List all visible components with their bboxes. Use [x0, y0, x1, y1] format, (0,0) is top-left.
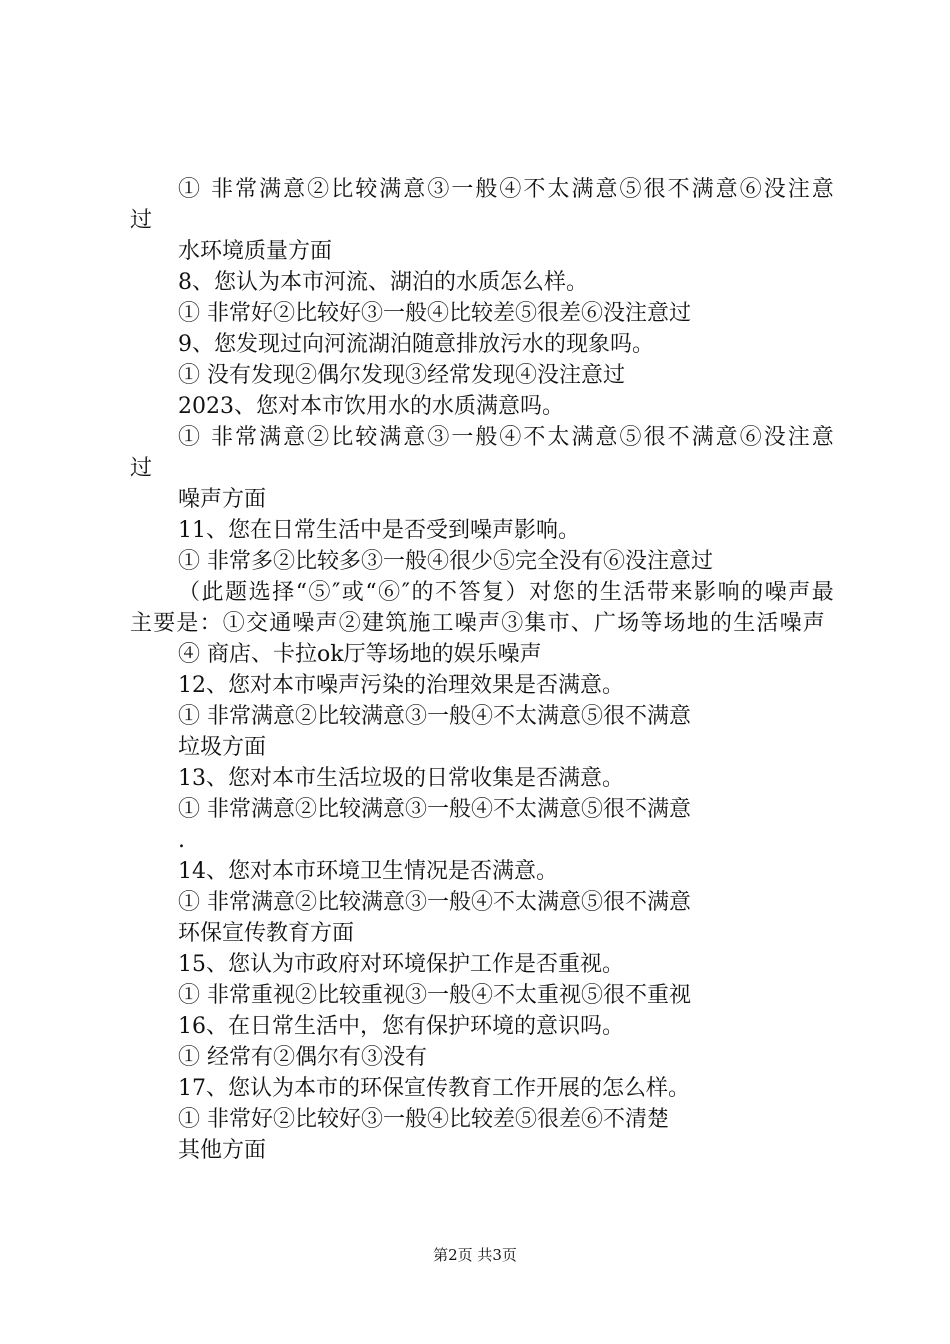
section-heading: 垃圾方面: [178, 735, 267, 760]
question-paragraph: （此题选择“⑤″或“⑥″的不答复）对您的生活带来影响的噪声最主要是：①交通噪声②建筑施工噪声③集市、广场等场地的生活噪声: [130, 580, 835, 636]
section-heading: 环保宣传教育方面: [178, 921, 355, 946]
question-line: 17、您认为本市的环保宣传教育工作开展的怎么样。: [178, 1076, 690, 1101]
question-line: 9、您发现过向河流湖泊随意排放污水的现象吗。: [178, 332, 654, 357]
question-line: 11、您在日常生活中是否受到噪声影响。: [178, 518, 580, 543]
answer-options-line: ① 非常满意②比较满意③一般④不太满意⑤很不满意⑥没注意过: [130, 425, 835, 481]
question-line: 16、在日常生活中，您有保护环境的意识吗。: [178, 1014, 624, 1039]
answer-options-line: ① 非常重视②比较重视③一般④不太重视⑤很不重视: [178, 983, 691, 1008]
answer-options-line: ① 非常好②比较好③一般④比较差⑤很差⑥没注意过: [178, 301, 691, 326]
question-line: 14、您对本市环境卫生情况是否满意。: [178, 859, 558, 884]
answer-options-line: ① 非常好②比较好③一般④比较差⑤很差⑥不清楚: [178, 1107, 669, 1132]
answer-options-line: ① 非常满意②比较满意③一般④不太满意⑤很不满意: [178, 890, 691, 915]
answer-options-line: ① 非常多②比较多③一般④很少⑤完全没有⑥没注意过: [178, 549, 713, 574]
question-line: 2023、您对本市饮用水的水质满意吗。: [178, 394, 564, 419]
section-heading: 噪声方面: [178, 487, 267, 512]
section-heading: 水环境质量方面: [178, 239, 333, 264]
answer-options-line: ① 没有发现②偶尔发现③经常发现④没注意过: [178, 363, 625, 388]
question-line: 13、您对本市生活垃圾的日常收集是否满意。: [178, 766, 624, 791]
question-line: 15、您认为市政府对环境保护工作是否重视。: [178, 952, 624, 977]
page-number-footer: 第2页 共3页: [433, 1246, 517, 1264]
answer-options-line: ① 经常有②偶尔有③没有: [178, 1045, 427, 1070]
answer-options-line: ① 非常满意②比较满意③一般④不太满意⑤很不满意: [178, 704, 691, 729]
answer-options-line: ① 非常满意②比较满意③一般④不太满意⑤很不满意: [178, 797, 691, 822]
question-line: 8、您认为本市河流、湖泊的水质怎么样。: [178, 270, 588, 295]
question-line: 12、您对本市噪声污染的治理效果是否满意。: [178, 673, 624, 698]
section-heading: 其他方面: [178, 1138, 267, 1163]
answer-options-line: ① 非常满意②比较满意③一般④不太满意⑤很不满意⑥没注意过: [130, 177, 835, 233]
document-body: [130, 174, 835, 1166]
stray-mark: .: [178, 828, 185, 853]
answer-options-line: ④ 商店、卡拉ok厅等场地的娱乐噪声: [178, 642, 542, 667]
